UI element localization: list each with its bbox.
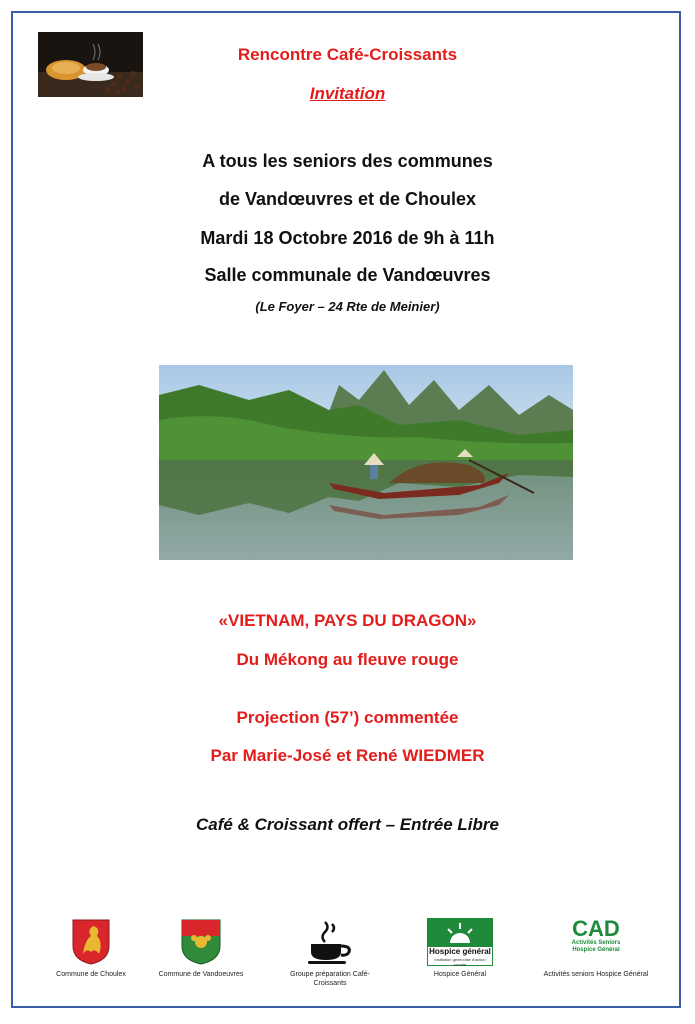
- coffee-cup-icon: [305, 918, 355, 966]
- event-title: Rencontre Café-Croissants: [237, 45, 458, 64]
- sponsor-caption: Hospice Général: [433, 971, 487, 978]
- sunrise-icon: [428, 919, 492, 947]
- vandoeuvres-coat-of-arms-icon: [180, 918, 222, 966]
- audience-line-2: de Vandœuvres et de Choulex: [218, 189, 477, 209]
- cad-logo-text: CAD: [572, 916, 620, 941]
- sponsor-cafe-croissants-group: [275, 918, 385, 988]
- cad-logo: [541, 918, 651, 966]
- film-subtitle: Du Mékong au fleuve rouge: [236, 650, 459, 669]
- projection-info: Projection (57’) commentée: [236, 708, 459, 727]
- mekong-river-photo: [159, 365, 573, 560]
- choulex-coat-of-arms-icon: [71, 918, 111, 966]
- sponsor-vandoeuvres: [146, 918, 256, 979]
- film-title: «VIETNAM, PAYS DU DRAGON»: [218, 611, 477, 630]
- hospice-general-logo-sub: Institution genevoise d'action sociale: [434, 957, 486, 967]
- event-address: (Le Foyer – 24 Rte de Meinier): [255, 299, 440, 314]
- sponsor-hospice-general: [405, 918, 515, 979]
- invitation-heading: Invitation: [309, 84, 386, 103]
- hospice-general-logo-text: Hospice général: [429, 947, 491, 956]
- presenters: Par Marie-José et René WIEDMER: [210, 746, 485, 765]
- event-tagline: Café & Croissant offert – Entrée Libre: [196, 815, 499, 834]
- sponsor-cad: [541, 918, 651, 979]
- cad-logo-sub-1: Activités Seniors: [571, 940, 621, 946]
- sponsor-caption: Activités seniors Hospice Général: [543, 971, 649, 978]
- sponsor-caption: Commune de Vandoeuvres: [158, 971, 244, 978]
- hospice-general-logo: [427, 918, 493, 966]
- sponsor-choulex: [36, 918, 146, 979]
- event-date: Mardi 18 Octobre 2016 de 9h à 11h: [200, 228, 495, 248]
- audience-line-1: A tous les seniors des communes: [202, 151, 493, 171]
- event-venue: Salle communale de Vandœuvres: [204, 265, 491, 285]
- cad-logo-sub-2: Hospice Général: [572, 947, 620, 953]
- sponsor-caption: Commune de Choulex: [56, 971, 126, 978]
- sponsor-caption: Groupe préparation Café-Croissants: [290, 971, 370, 987]
